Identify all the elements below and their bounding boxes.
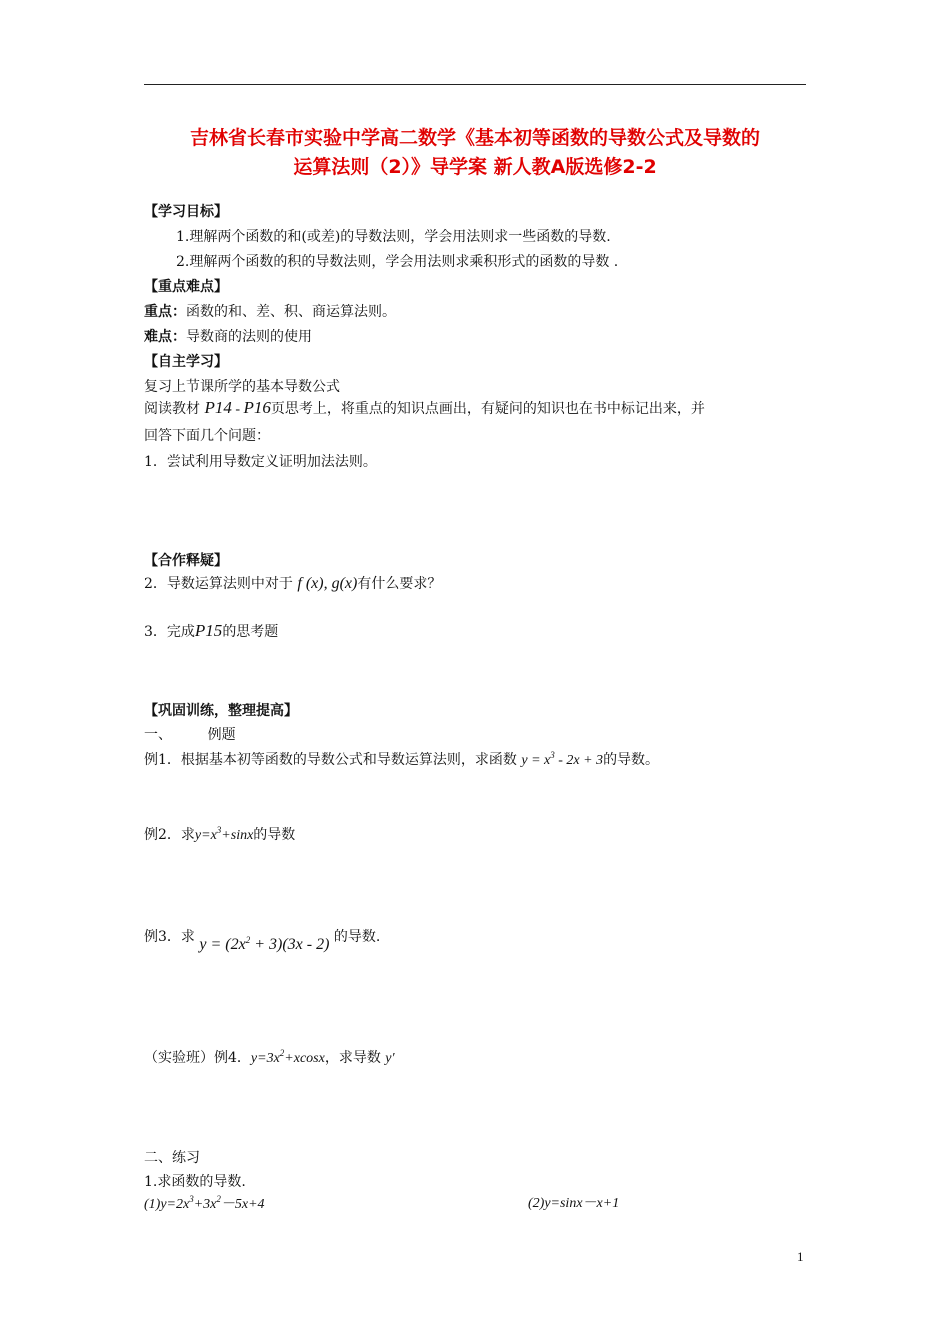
key-point <box>144 302 396 322</box>
practice-heading: 【巩固训练，整理提高】 <box>144 703 298 719</box>
reading-range-start: P14 <box>204 398 232 417</box>
document-title <box>120 124 830 182</box>
example-2 <box>144 825 295 846</box>
exercise-1a-sup1: 3 <box>189 1194 194 1204</box>
example-1-prefix: 例1．根据基本初等函数的导数公式和导数运算法则，求函数 <box>144 752 517 768</box>
key-heading: 【重点难点】 <box>144 279 228 295</box>
hard-text: 导数商的法则的使用 <box>186 329 312 345</box>
example-4-derivative: y′ <box>385 1051 395 1066</box>
example-2-suffix: 的导数 <box>253 827 296 843</box>
title-line-2: 运算法则（2）》导学案 新人教A版选修2-2 <box>293 156 657 178</box>
reading-prefix: 阅读教材 <box>144 401 200 417</box>
hard-label: 难点： <box>144 329 186 345</box>
goals-heading: 【学习目标】 <box>144 204 228 220</box>
key-label: 重点： <box>144 304 186 320</box>
reading-line-2: 回答下面几个问题： <box>144 428 270 444</box>
example-1-sup: 3 <box>550 750 555 760</box>
question-1: 1．尝试利用导数定义证明加法法则。 <box>144 454 377 470</box>
exercise-1a-sup2: 2 <box>216 1194 221 1204</box>
self-study-heading: 【自主学习】 <box>144 354 228 370</box>
example-1-suffix: 的导数。 <box>603 752 660 768</box>
hard-point <box>144 327 312 347</box>
example-2-math <box>194 825 254 843</box>
reading-suffix: 页思考上，将重点的知识点画出，有疑问的知识也在书中标记出来，并 <box>270 401 705 417</box>
example-3-sup: 2 <box>245 935 251 945</box>
exercise-1: 1.求函数的导数. <box>144 1174 246 1190</box>
exercises-part-heading: 二、练习 <box>144 1150 200 1166</box>
exercise-1a-b: +3x <box>193 1197 217 1212</box>
cooperation-heading: 【合作释疑】 <box>144 553 228 569</box>
exercise-1a <box>144 1194 265 1215</box>
exercise-1a-math <box>144 1194 265 1212</box>
top-rule <box>144 84 806 85</box>
question-3-suffix: 的思考题 <box>222 624 279 640</box>
question-2-prefix: 2．导数运算法则中对于 <box>144 576 293 592</box>
example-1-math-a: y = x <box>521 753 551 768</box>
example-3-math-a: y = (2x <box>199 936 246 953</box>
example-3-math <box>199 936 329 953</box>
example-1-math <box>521 750 604 768</box>
page-number: 1 <box>797 1249 804 1264</box>
question-2-math: f (x), g(x) <box>297 575 358 592</box>
example-3 <box>144 927 381 953</box>
title-line-1: 吉林省长春市实验中学高二数学《基本初等函数的导数公式及导数的 <box>189 127 760 149</box>
question-3-math: P15 <box>194 621 223 640</box>
example-4-middle: ，求导数 <box>324 1050 381 1066</box>
example-2-math-a: y=x <box>194 828 217 843</box>
examples-part-heading: 一、 例题 <box>144 727 236 743</box>
reading-range-end: P16 <box>243 398 271 417</box>
question-3 <box>144 621 278 642</box>
example-2-prefix: 例2．求 <box>144 827 195 843</box>
example-3-prefix: 例3．求 <box>144 929 195 945</box>
question-2 <box>144 574 441 594</box>
example-4 <box>144 1048 395 1069</box>
example-4-math <box>250 1048 325 1066</box>
example-2-sup: 3 <box>216 825 222 835</box>
exercise-1b: (2)y=sinx－x+1 <box>528 1196 620 1211</box>
reading-line <box>144 398 705 420</box>
reading-range-dash: - <box>231 402 244 417</box>
key-text: 函数的和、差、积、商运算法则。 <box>186 304 396 320</box>
example-3-suffix: 的导数. <box>333 929 381 945</box>
goal-item-1: 1.理解两个函数的和(或差)的导数法则，学会用法则求一些函数的导数. <box>176 229 611 245</box>
example-4-math-b: +xcosx <box>284 1051 325 1066</box>
example-2-math-b: +sinx <box>221 828 254 843</box>
example-4-sup: 2 <box>279 1048 285 1058</box>
example-4-prefix: （实验班）例4． <box>144 1050 251 1066</box>
example-1 <box>144 750 659 771</box>
exercise-1a-c: －5x+4 <box>220 1197 265 1212</box>
question-3-prefix: 3．完成 <box>144 624 195 640</box>
question-2-suffix: 有什么要求？ <box>357 576 442 592</box>
exercise-1a-a: (1)y=2x <box>144 1197 190 1212</box>
example-4-math-a: y=3x <box>250 1051 280 1066</box>
goal-item-2: 2.理解两个函数的积的导数法则，学会用法则求乘积形式的函数的导数 . <box>176 254 619 270</box>
example-1-math-b: - 2x + 3 <box>554 753 604 768</box>
review-line: 复习上节课所学的基本导数公式 <box>144 379 340 395</box>
example-3-math-b: + 3)(3x - 2) <box>250 936 330 953</box>
